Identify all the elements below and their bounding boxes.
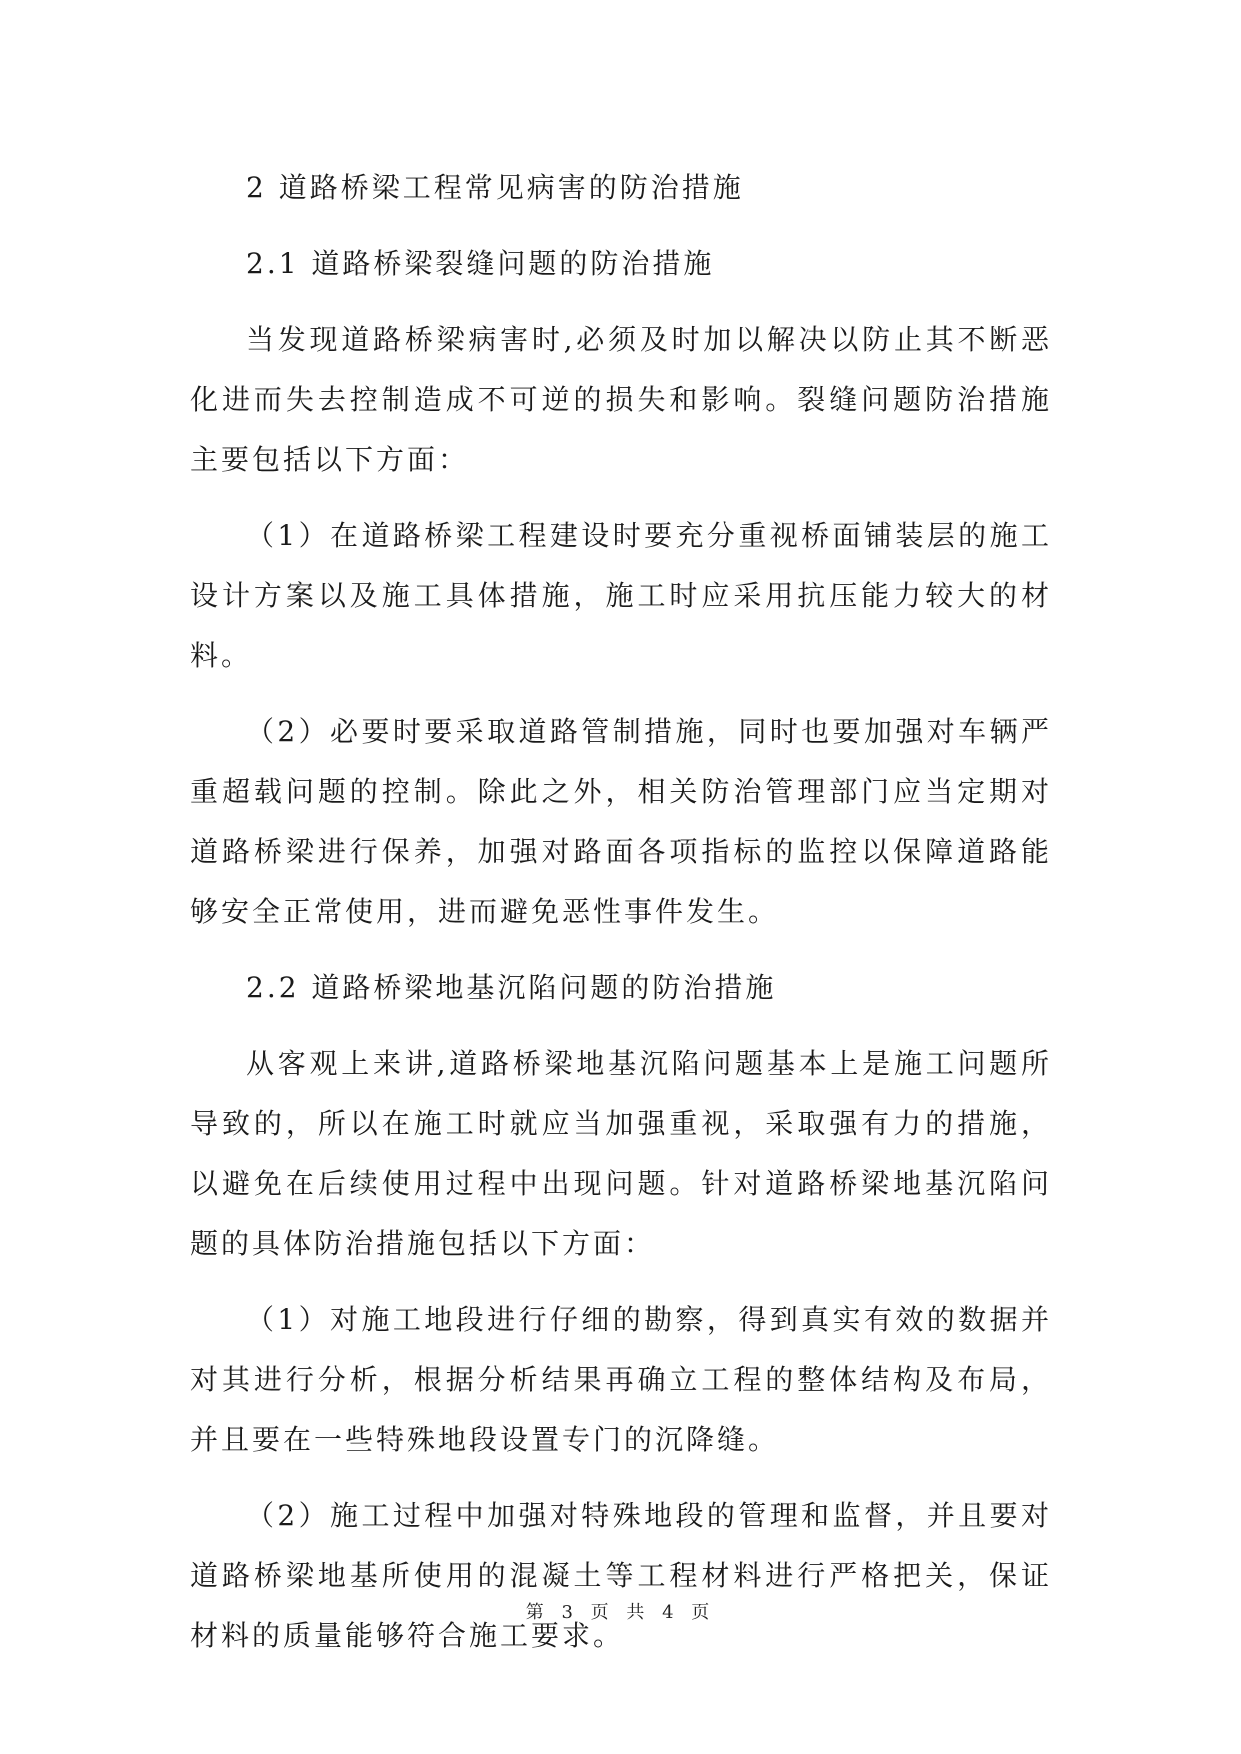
document-body: [190, 158, 1052, 1666]
list-paragraph: （2）必要时要采取道路管制措施，同时也要加强对车辆严重超载问题的控制。除此之外，相关防治管理部门应当定期对道路桥梁进行保养，加强对路面各项指标的监控以保障道路能够安全正常使用，进而避免恶性事件发生。: [190, 715, 1052, 928]
subsection-heading: 2.2 道路桥梁地基沉陷问题的防治措施: [246, 971, 777, 1004]
body-paragraph: 当发现道路桥梁病害时,必须及时加以解决以防止其不断恶化进而失去控制造成不可逆的损失和影响。裂缝问题防治措施主要包括以下方面：: [190, 323, 1052, 476]
list-paragraph: （1）对施工地段进行仔细的勘察，得到真实有效的数据并对其进行分析，根据分析结果再确立工程的整体结构及布局，并且要在一些特殊地段设置专门的沉降缝。: [190, 1303, 1052, 1456]
list-paragraph: （1）在道路桥梁工程建设时要充分重视桥面铺装层的施工设计方案以及施工具体措施，施工时应采用抗压能力较大的材料。: [190, 519, 1052, 672]
subsection-heading: 2.1 道路桥梁裂缝问题的防治措施: [246, 247, 715, 280]
section-heading: 2 道路桥梁工程常见病害的防治措施: [246, 171, 744, 204]
body-paragraph: 从客观上来讲,道路桥梁地基沉陷问题基本上是施工问题所导致的，所以在施工时就应当加强重视，采取强有力的措施，以避免在后续使用过程中出现问题。针对道路桥梁地基沉陷问题的具体防治措施包括以下方面：: [190, 1047, 1052, 1260]
list-paragraph: （2）施工过程中加强对特殊地段的管理和监督，并且要对道路桥梁地基所使用的混凝土等工程材料进行严格把关，保证材料的质量能够符合施工要求。: [190, 1499, 1052, 1652]
page-number-footer: 第 3 页 共 4 页: [525, 1602, 716, 1623]
